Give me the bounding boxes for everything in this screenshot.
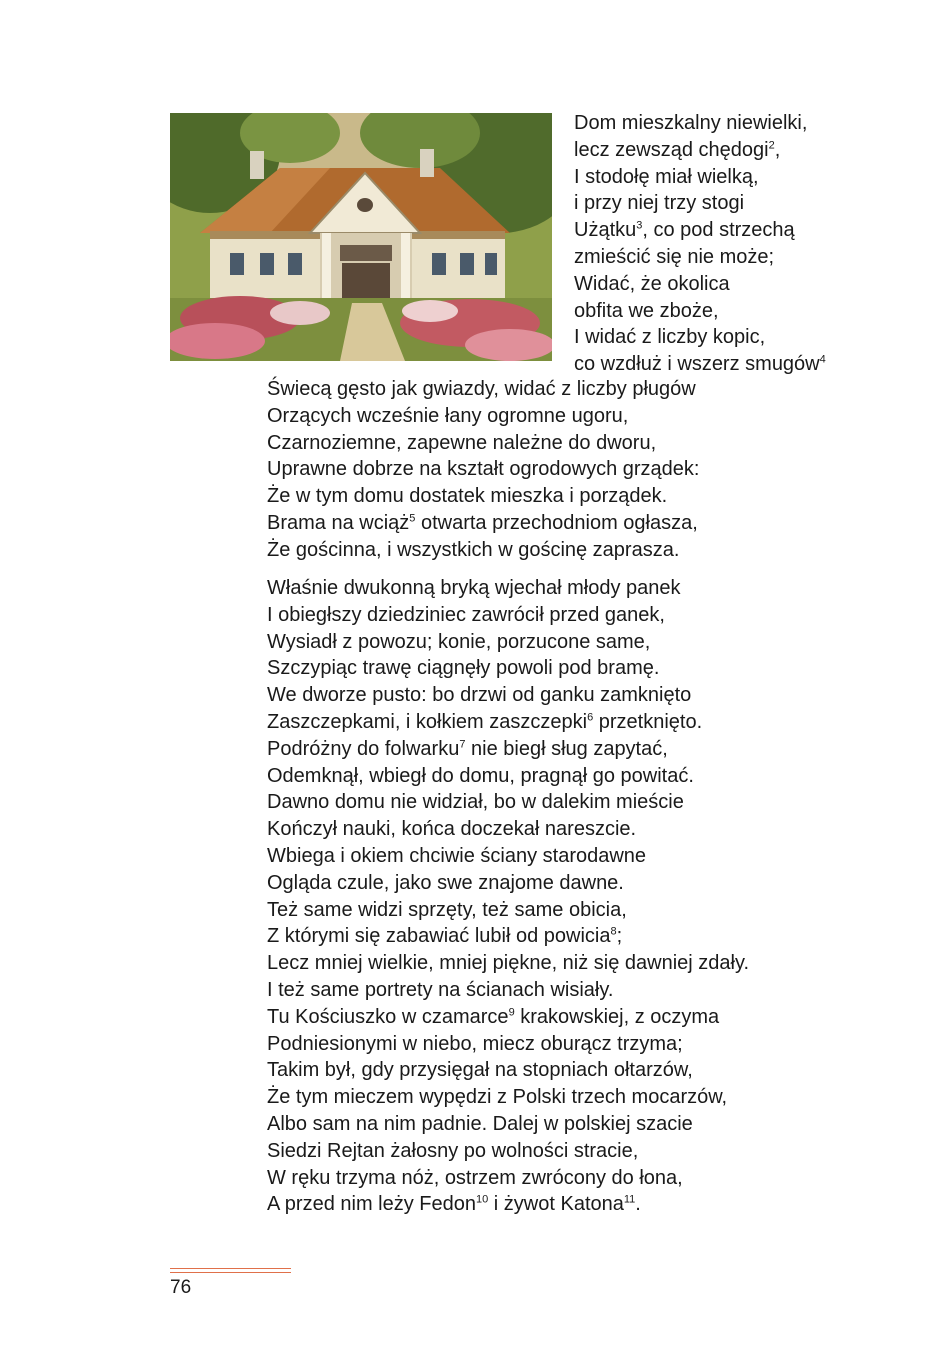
poem-line: Że w tym domu dostatek mieszka i porządek.	[267, 485, 668, 508]
footnote-marker: 8	[610, 925, 617, 938]
poem-line: A przed nim leży Fedon$^{10}$ i żywot Katona$^{11}$.	[267, 1193, 641, 1216]
poem-line: Tu Kościuszko w czamarce$^9$ krakowskiej, z oczyma	[267, 1005, 720, 1028]
poem-line: Odemknął, wbiegł do domu, pragnął go powitać.	[267, 764, 694, 787]
poem-line: i przy niej trzy stogi	[574, 192, 745, 215]
poem-line: Brama na wciąż$^5$ otwarta przechodniom ogłasza,	[267, 512, 698, 534]
poem-line: Zaszczepkami, i kołkiem zaszczepki$^6$ przetknięto.	[267, 711, 703, 733]
poem-line: Dawno domu nie widział, bo w dalekim mieście	[267, 791, 684, 814]
footnote-marker: 9	[508, 1006, 515, 1019]
poem-line: I obiegłszy dziedziniec zawrócił przed ganek,	[267, 603, 665, 626]
poem-line: We dworze pusto: bo drzwi od ganku zamknięto	[267, 684, 692, 707]
poem-line: I też same portrety na ścianach wisiały.	[267, 979, 614, 1001]
footnote-marker: 10	[476, 1193, 489, 1206]
poem-line: Orzących wcześnie łany ogromne ugoru,	[267, 404, 629, 427]
poem-line: Użątku$^3$, co pod strzechą	[574, 219, 795, 242]
footnote-marker: 3	[636, 219, 643, 232]
poem-line: I widać z liczby kopic,	[574, 326, 766, 349]
poem-line: Uprawne dobrze na kształt ogrodowych grządek:	[267, 458, 700, 481]
poem-line: co wzdłuż i wszerz smugów$^4$	[574, 353, 826, 376]
poem-line: Albo sam na nim padnie. Dalej w polskiej szacie	[267, 1113, 693, 1135]
poem-line: Kończył nauki, końca doczekał nareszcie.	[267, 818, 637, 841]
poem-line: Podniesionymi w niebo, miecz oburącz trzyma;	[267, 1032, 683, 1055]
manor-house-illustration	[170, 113, 552, 361]
poem-line: I stodołę miał wielką,	[574, 165, 759, 188]
poem-line: zmieścić się nie może;	[574, 246, 775, 268]
page-number: 76	[170, 1277, 192, 1298]
poem-line: Lecz mniej wielkie, mniej piękne, niż się dawniej zdały.	[267, 952, 750, 975]
poem-line: lecz zewsząd chędogi$^2$,	[574, 138, 781, 161]
poem-line: Szczypiąc trawę ciągnęły powoli pod bramę.	[267, 657, 660, 680]
footnote-marker: 2	[768, 139, 775, 152]
footnote-marker: 6	[587, 711, 594, 724]
poem-line: Świecą gęsto jak gwiazdy, widać z liczby pługów	[267, 378, 696, 400]
poem-line: Siedzi Rejtan żałosny po wolności stracie,	[267, 1139, 639, 1162]
poem-line: obfita we zboże,	[574, 299, 719, 322]
footnote-marker: 5	[409, 512, 416, 525]
poem-line: Że tym mieczem wypędzi z Polski trzech mocarzów,	[267, 1086, 728, 1109]
poem-line: Ogląda czule, jako swe znajome dawne.	[267, 871, 624, 894]
footnote-marker: 4	[819, 353, 826, 366]
poem-line: Czarnoziemne, zapewne należne do dworu,	[267, 431, 657, 454]
poem-line: Wbiega i okiem chciwie ściany starodawne	[267, 845, 647, 867]
poem-line: Wysiadł z powozu; konie, porzucone same,	[267, 630, 651, 653]
footer-rule	[170, 1268, 291, 1269]
poem-line: Że gościnna, i wszystkich w gościnę zaprasza.	[267, 538, 680, 561]
poem-line: Podróżny do folwarku$^7$ nie biegł sług zapytać,	[267, 737, 668, 760]
poem-line: Dom mieszkalny niewielki,	[574, 112, 808, 134]
poem-line: Właśnie dwukonną bryką wjechał młody panek	[267, 577, 681, 599]
footnote-marker: 7	[459, 738, 466, 751]
poem-line: Takim był, gdy przysięgał na stopniach ołtarzów,	[267, 1059, 693, 1082]
footer-rule	[170, 1272, 291, 1273]
poem-line: Z którymi się zabawiać lubił od powicia$^8$;	[267, 925, 623, 948]
poem-line: W ręku trzyma nóż, ostrzem zwrócony do łona,	[267, 1166, 683, 1189]
poem-line: Widać, że okolica	[574, 272, 730, 295]
footnote-marker: 11	[623, 1193, 636, 1206]
poem-line: Też same widzi sprzęty, też same obicia,	[267, 898, 627, 921]
